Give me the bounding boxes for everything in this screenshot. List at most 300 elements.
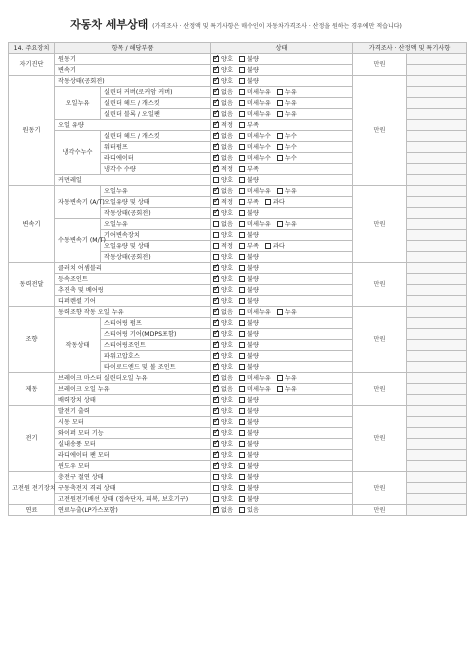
price-unit: 만원 (353, 54, 407, 76)
checkbox-icon[interactable] (239, 408, 245, 414)
remarks-cell[interactable] (407, 461, 467, 472)
checkbox-icon[interactable] (213, 221, 219, 227)
checked-box-icon[interactable] (213, 111, 219, 117)
option-bad[interactable] (239, 330, 259, 339)
option-bad[interactable] (239, 462, 259, 471)
option-good[interactable] (213, 253, 233, 262)
option-bad[interactable] (239, 341, 259, 350)
remarks-cell[interactable] (407, 219, 467, 230)
option-leak[interactable] (277, 110, 297, 119)
group-label: 오일누유 (55, 87, 101, 120)
checked-box-icon[interactable] (213, 397, 219, 403)
option-bad[interactable] (239, 352, 259, 361)
option-good[interactable] (213, 462, 233, 471)
option-short[interactable] (239, 121, 259, 130)
item-label: 작동상태(공회전) (101, 208, 211, 219)
remarks-cell[interactable] (407, 208, 467, 219)
checkbox-icon[interactable] (239, 232, 245, 238)
option-label: 부족 (246, 121, 259, 129)
checkbox-icon[interactable] (213, 232, 219, 238)
checked-box-icon[interactable] (213, 276, 219, 282)
remarks-cell[interactable] (407, 54, 467, 65)
checkbox-icon[interactable] (239, 342, 245, 348)
checked-box-icon[interactable] (213, 155, 219, 161)
checked-box-icon[interactable] (213, 331, 219, 337)
checked-box-icon[interactable] (213, 309, 219, 315)
item-label: 발전기 출력 (55, 406, 211, 417)
item-label: 오일 유량 (55, 120, 211, 131)
remarks-cell[interactable] (407, 285, 467, 296)
checkbox-icon[interactable] (213, 254, 219, 260)
option-good[interactable] (213, 275, 233, 284)
option-label: 양호 (221, 352, 233, 360)
checked-box-icon[interactable] (213, 375, 219, 381)
option-bad[interactable] (239, 319, 259, 328)
option-leak[interactable] (277, 220, 297, 229)
status-options (211, 252, 353, 263)
option-good[interactable] (213, 484, 233, 493)
remarks-cell[interactable] (407, 230, 467, 241)
checkbox-icon[interactable] (239, 364, 245, 370)
option-good[interactable] (213, 297, 233, 306)
remarks-cell[interactable] (407, 428, 467, 439)
option-good[interactable] (213, 429, 233, 438)
status-options (211, 76, 353, 87)
checkbox-icon[interactable] (239, 111, 245, 117)
checked-box-icon[interactable] (213, 364, 219, 370)
remarks-cell[interactable] (407, 197, 467, 208)
option-good[interactable] (213, 264, 233, 273)
checked-box-icon[interactable] (213, 100, 219, 106)
checkbox-icon[interactable] (265, 243, 271, 249)
option-good[interactable] (213, 330, 233, 339)
option-short[interactable] (239, 165, 259, 174)
checkbox-icon[interactable] (239, 243, 245, 249)
checkbox-icon[interactable] (239, 375, 245, 381)
option-bad[interactable] (239, 363, 259, 372)
checkbox-icon[interactable] (239, 430, 245, 436)
remarks-cell[interactable] (407, 120, 467, 131)
checkbox-icon[interactable] (239, 265, 245, 271)
option-minor[interactable] (239, 110, 271, 119)
checkbox-icon[interactable] (239, 177, 245, 183)
option-minor_w[interactable] (239, 154, 271, 163)
option-good[interactable] (213, 66, 233, 75)
table-header-row (9, 43, 467, 54)
option-bad[interactable] (239, 176, 259, 185)
checkbox-icon[interactable] (277, 188, 283, 194)
status-options (211, 450, 353, 461)
checked-box-icon[interactable] (213, 199, 219, 205)
option-proper[interactable] (213, 242, 233, 251)
option-bad[interactable] (239, 209, 259, 218)
checkbox-icon[interactable] (239, 89, 245, 95)
checkbox-icon[interactable] (239, 441, 245, 447)
checkbox-icon[interactable] (277, 221, 283, 227)
option-bad[interactable] (239, 418, 259, 427)
option-minor[interactable] (239, 220, 271, 229)
checkbox-icon[interactable] (277, 155, 283, 161)
option-bad[interactable] (239, 484, 259, 493)
remarks-cell[interactable] (407, 494, 467, 505)
option-label: 불량 (246, 297, 259, 305)
checkbox-icon[interactable] (277, 309, 283, 315)
option-minor_w[interactable] (239, 132, 271, 141)
option-label: 양호 (221, 429, 233, 437)
option-bad[interactable] (239, 440, 259, 449)
remarks-cell[interactable] (407, 109, 467, 120)
option-bad[interactable] (239, 55, 259, 64)
option-label: 없음 (221, 187, 233, 195)
option-label: 누수 (284, 154, 297, 162)
checkbox-icon[interactable] (239, 298, 245, 304)
price-unit: 만원 (353, 373, 407, 406)
checked-box-icon[interactable] (213, 386, 219, 392)
option-none[interactable] (213, 110, 233, 119)
option-bad[interactable] (239, 396, 259, 405)
option-bad[interactable] (239, 264, 259, 273)
option-label: 양호 (221, 451, 233, 459)
checkbox-icon[interactable] (213, 474, 219, 480)
option-over[interactable] (265, 198, 285, 207)
option-bad[interactable] (239, 66, 259, 75)
checkbox-icon[interactable] (239, 309, 245, 315)
option-label: 누유 (284, 187, 297, 195)
remarks-cell[interactable] (407, 472, 467, 483)
title-note: (가격조사 · 산정액 및 특기사항은 매수인이 자동차가격조사 · 산정을 원하는 경우에만 적습니다) (152, 23, 402, 30)
option-good[interactable] (213, 407, 233, 416)
option-label: 양호 (221, 55, 233, 63)
checkbox-icon[interactable] (239, 122, 245, 128)
option-proper[interactable] (213, 121, 233, 130)
option-bad[interactable] (239, 275, 259, 284)
checked-box-icon[interactable] (213, 342, 219, 348)
option-good[interactable] (213, 55, 233, 64)
checked-box-icon[interactable] (213, 166, 219, 172)
checkbox-icon[interactable] (213, 485, 219, 491)
checkbox-icon[interactable] (239, 100, 245, 106)
remarks-cell[interactable] (407, 186, 467, 197)
option-label: 없음 (221, 220, 233, 228)
remarks-cell[interactable] (407, 307, 467, 318)
checked-box-icon[interactable] (213, 122, 219, 128)
option-good[interactable] (213, 319, 233, 328)
option-label: 불량 (246, 429, 259, 437)
option-leak_w[interactable] (277, 132, 297, 141)
option-bad[interactable] (239, 77, 259, 86)
option-proper[interactable] (213, 165, 233, 174)
option-leak_w[interactable] (277, 154, 297, 163)
option-good[interactable] (213, 396, 233, 405)
option-good[interactable] (213, 341, 233, 350)
item-label: 브레이크 마스터 실린더오일 누유 (55, 373, 211, 384)
checkbox-icon[interactable] (239, 452, 245, 458)
checkbox-icon[interactable] (239, 463, 245, 469)
remarks-cell[interactable] (407, 142, 467, 153)
remarks-cell[interactable] (407, 406, 467, 417)
option-label: 불량 (246, 55, 259, 63)
option-label: 불량 (246, 462, 259, 470)
checkbox-icon[interactable] (239, 67, 245, 73)
option-bad[interactable] (239, 473, 259, 482)
option-leak[interactable] (277, 88, 297, 97)
checked-box-icon[interactable] (213, 430, 219, 436)
checkbox-icon[interactable] (277, 386, 283, 392)
checkbox-icon[interactable] (239, 133, 245, 139)
option-leak[interactable] (277, 374, 297, 383)
remarks-cell[interactable] (407, 87, 467, 98)
remarks-cell[interactable] (407, 98, 467, 109)
status-options (211, 351, 353, 362)
checkbox-icon[interactable] (239, 507, 245, 513)
remarks-cell[interactable] (407, 153, 467, 164)
option-bad[interactable] (239, 429, 259, 438)
checked-box-icon[interactable] (213, 298, 219, 304)
option-none[interactable] (213, 132, 233, 141)
option-none[interactable] (213, 308, 233, 317)
group-label: 자동변속기 (A/T) (55, 186, 101, 219)
checked-box-icon[interactable] (213, 320, 219, 326)
item-label: 작동상태(공회전) (101, 252, 211, 263)
option-label: 미세누유 (246, 187, 271, 195)
option-label: 누유 (284, 374, 297, 382)
status-options (211, 472, 353, 483)
option-good[interactable] (213, 209, 233, 218)
checked-box-icon[interactable] (213, 408, 219, 414)
item-label: 스티어링조인트 (101, 340, 211, 351)
checked-box-icon[interactable] (213, 452, 219, 458)
option-bad[interactable] (239, 451, 259, 460)
option-label: 양호 (221, 209, 233, 217)
option-none[interactable] (213, 154, 233, 163)
option-label: 양호 (221, 363, 233, 371)
checked-box-icon[interactable] (213, 463, 219, 469)
option-proper[interactable] (213, 198, 233, 207)
option-label: 부족 (246, 165, 259, 173)
item-label: 스티어링 기어(MDPS포함) (101, 329, 211, 340)
option-good[interactable] (213, 451, 233, 460)
option-good[interactable] (213, 286, 233, 295)
option-leak[interactable] (277, 385, 297, 394)
option-leak[interactable] (277, 187, 297, 196)
option-good[interactable] (213, 77, 233, 86)
option-bad[interactable] (239, 407, 259, 416)
remarks-cell[interactable] (407, 483, 467, 494)
checked-box-icon[interactable] (213, 188, 219, 194)
status-options (211, 428, 353, 439)
item-label: 와이퍼 모터 기능 (55, 428, 211, 439)
remarks-cell[interactable] (407, 131, 467, 142)
option-bad[interactable] (239, 253, 259, 262)
checkbox-icon[interactable] (213, 496, 219, 502)
checkbox-icon[interactable] (239, 221, 245, 227)
checkbox-icon[interactable] (239, 397, 245, 403)
checkbox-icon[interactable] (277, 133, 283, 139)
table-row (9, 472, 467, 483)
option-minor[interactable] (239, 308, 271, 317)
option-none[interactable] (213, 187, 233, 196)
remarks-cell[interactable] (407, 505, 467, 516)
status-options (211, 384, 353, 395)
checkbox-icon[interactable] (239, 353, 245, 359)
option-good[interactable] (213, 440, 233, 449)
status-options (211, 307, 353, 318)
checked-box-icon[interactable] (213, 133, 219, 139)
option-minor[interactable] (239, 385, 271, 394)
checkbox-icon[interactable] (277, 375, 283, 381)
option-none[interactable] (213, 88, 233, 97)
page-title (0, 16, 472, 32)
remarks-cell[interactable] (407, 263, 467, 274)
remarks-cell[interactable] (407, 65, 467, 76)
option-good[interactable] (213, 363, 233, 372)
checked-box-icon[interactable] (213, 67, 219, 73)
option-none[interactable] (213, 374, 233, 383)
option-short[interactable] (239, 198, 259, 207)
table-row (9, 505, 467, 516)
option-bad[interactable] (239, 495, 259, 504)
checkbox-icon[interactable] (239, 56, 245, 62)
checkbox-icon[interactable] (239, 287, 245, 293)
option-good[interactable] (213, 473, 233, 482)
checkbox-icon[interactable] (239, 144, 245, 150)
option-label: 불량 (246, 330, 259, 338)
item-label: 실내송풍 모터 (55, 439, 211, 450)
option-none[interactable] (213, 143, 233, 152)
checkbox-icon[interactable] (277, 111, 283, 117)
option-minor[interactable] (239, 187, 271, 196)
checked-box-icon[interactable] (213, 507, 219, 513)
option-none[interactable] (213, 385, 233, 394)
option-leak_w[interactable] (277, 143, 297, 152)
checked-box-icon[interactable] (213, 78, 219, 84)
option-label: 누유 (284, 110, 297, 118)
remarks-cell[interactable] (407, 318, 467, 329)
remarks-cell[interactable] (407, 351, 467, 362)
option-bad[interactable] (239, 231, 259, 240)
option-label: 불량 (246, 363, 259, 371)
option-good[interactable] (213, 352, 233, 361)
checkbox-icon[interactable] (277, 89, 283, 95)
checked-box-icon[interactable] (213, 419, 219, 425)
remarks-cell[interactable] (407, 329, 467, 340)
remarks-cell[interactable] (407, 76, 467, 87)
option-good[interactable] (213, 231, 233, 240)
checkbox-icon[interactable] (239, 386, 245, 392)
option-none[interactable] (213, 220, 233, 229)
checkbox-icon[interactable] (265, 199, 271, 205)
option-none[interactable] (213, 506, 233, 515)
checked-box-icon[interactable] (213, 89, 219, 95)
checked-box-icon[interactable] (213, 144, 219, 150)
remarks-cell[interactable] (407, 373, 467, 384)
checked-box-icon[interactable] (213, 441, 219, 447)
option-leak[interactable] (277, 99, 297, 108)
status-options (211, 175, 353, 186)
option-minor[interactable] (239, 374, 271, 383)
checkbox-icon[interactable] (239, 188, 245, 194)
remarks-cell[interactable] (407, 450, 467, 461)
remarks-cell[interactable] (407, 362, 467, 373)
option-label: 불량 (246, 484, 259, 492)
remarks-cell[interactable] (407, 274, 467, 285)
checkbox-icon[interactable] (239, 419, 245, 425)
checkbox-icon[interactable] (239, 320, 245, 326)
option-label: 불량 (246, 352, 259, 360)
option-minor[interactable] (239, 88, 271, 97)
option-bad[interactable] (239, 286, 259, 295)
checkbox-icon[interactable] (213, 177, 219, 183)
checked-box-icon[interactable] (213, 265, 219, 271)
option-over[interactable] (265, 242, 285, 251)
item-label: 추진축 및 베어링 (55, 285, 211, 296)
checkbox-icon[interactable] (239, 78, 245, 84)
remarks-cell[interactable] (407, 340, 467, 351)
checked-box-icon[interactable] (213, 287, 219, 293)
checked-box-icon[interactable] (213, 56, 219, 62)
status-options (211, 109, 353, 120)
checkbox-icon[interactable] (239, 276, 245, 282)
option-label: 부족 (246, 198, 259, 206)
checked-box-icon[interactable] (213, 210, 219, 216)
option-exist[interactable] (239, 506, 259, 515)
option-bad[interactable] (239, 297, 259, 306)
checkbox-icon[interactable] (239, 155, 245, 161)
checkbox-icon[interactable] (239, 496, 245, 502)
option-leak[interactable] (277, 308, 297, 317)
remarks-cell[interactable] (407, 175, 467, 186)
checkbox-icon[interactable] (239, 210, 245, 216)
option-label: 양호 (221, 418, 233, 426)
option-good[interactable] (213, 176, 233, 185)
checkbox-icon[interactable] (239, 254, 245, 260)
remarks-cell[interactable] (407, 296, 467, 307)
item-label: 클러치 어셈블리 (55, 263, 211, 274)
option-good[interactable] (213, 495, 233, 504)
option-short[interactable] (239, 242, 259, 251)
option-good[interactable] (213, 418, 233, 427)
item-label: 실린더 헤드 / 개스킷 (101, 98, 211, 109)
checkbox-icon[interactable] (239, 485, 245, 491)
checkbox-icon[interactable] (239, 474, 245, 480)
item-label: 라디에이터 팬 모터 (55, 450, 211, 461)
option-label: 불량 (246, 451, 259, 459)
checkbox-icon[interactable] (239, 331, 245, 337)
option-minor_w[interactable] (239, 143, 271, 152)
checkbox-icon[interactable] (239, 166, 245, 172)
option-label: 양호 (221, 396, 233, 404)
checkbox-icon[interactable] (277, 144, 283, 150)
checkbox-icon[interactable] (277, 100, 283, 106)
remarks-cell[interactable] (407, 439, 467, 450)
option-minor[interactable] (239, 99, 271, 108)
status-options (211, 142, 353, 153)
remarks-cell[interactable] (407, 384, 467, 395)
option-label: 미세누유 (246, 374, 271, 382)
remarks-cell[interactable] (407, 252, 467, 263)
remarks-cell[interactable] (407, 395, 467, 406)
item-label: 파워고압호스 (101, 351, 211, 362)
remarks-cell[interactable] (407, 164, 467, 175)
remarks-cell[interactable] (407, 241, 467, 252)
checkbox-icon[interactable] (213, 243, 219, 249)
option-none[interactable] (213, 99, 233, 108)
checkbox-icon[interactable] (239, 199, 245, 205)
item-label: 구동축전지 격리 상태 (55, 483, 211, 494)
checked-box-icon[interactable] (213, 353, 219, 359)
remarks-cell[interactable] (407, 417, 467, 428)
option-label: 없음 (221, 374, 233, 382)
